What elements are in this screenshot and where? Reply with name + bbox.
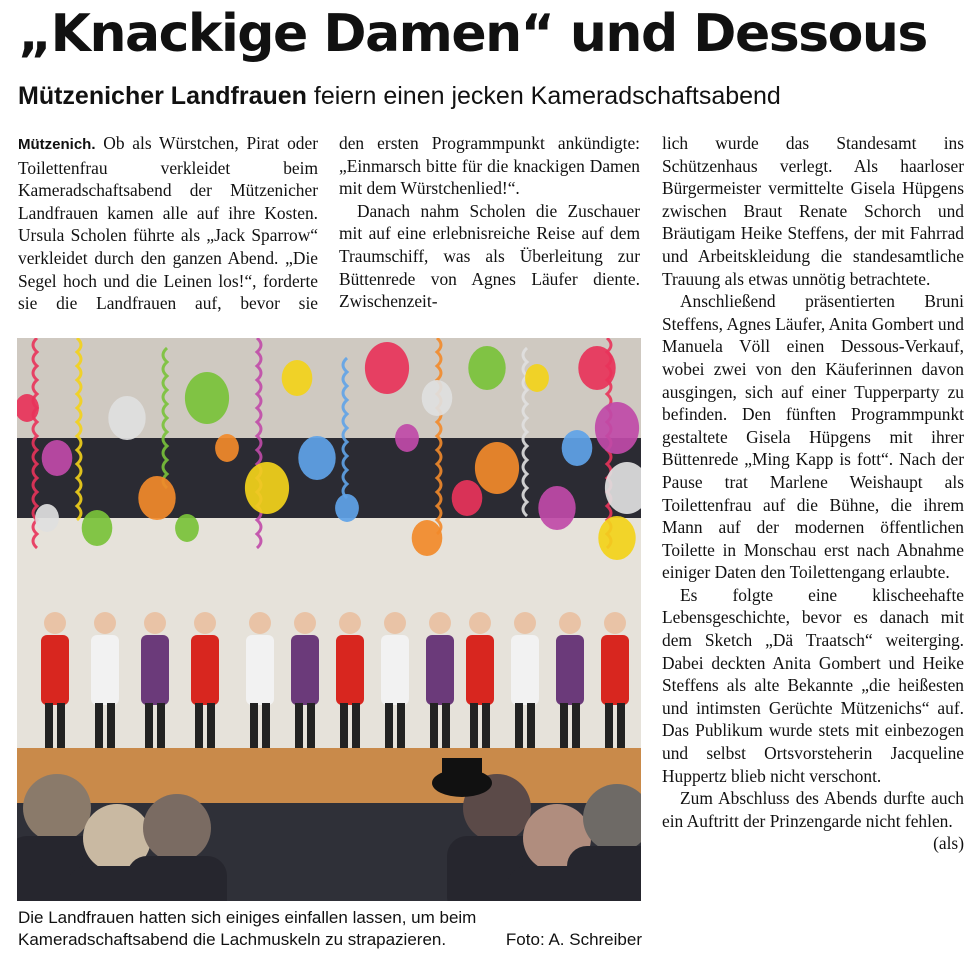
balloon — [245, 462, 289, 514]
article-paragraph — [662, 787, 964, 854]
article-paragraph: Es folgte eine klischeehafte Lebensgeschichte, bevor es danach mit dem Sketch „Dä Traatsch“ weiterging. Dabei deckten Anita Gombert und Heike Steffens als alte Bekannte „die heißesten und intimsten Gerüchte Mützenichs“ auf. Das Publikum wurde stets mit einbezogen und selbst Ortsvorsteherin Jacqueline Huppertz blieb nicht verschont. — [662, 584, 964, 786]
photo-caption — [18, 907, 642, 951]
performer-leg — [262, 703, 270, 748]
balloon — [35, 504, 59, 532]
performer-leg — [157, 703, 165, 748]
balloon — [185, 372, 229, 424]
balloon — [452, 480, 483, 516]
performer-head — [384, 612, 406, 634]
performer-leg — [605, 703, 613, 748]
performer-head — [559, 612, 581, 634]
paragraph-text: Zum Abschluss des Abends durfte auch ein Auftritt der Prinzengarde nicht fehlen. — [662, 788, 964, 831]
performer-head — [294, 612, 316, 634]
performer-head — [469, 612, 491, 634]
audience-body — [567, 846, 641, 901]
author-signature: (als) — [933, 833, 964, 854]
performer-leg — [340, 703, 348, 748]
balloon — [595, 402, 639, 454]
performer-leg — [57, 703, 65, 748]
article-paragraph: den ersten Programmpunkt ankündigte: „Einmarsch bitte für die knackigen Damen mit dem Würstchenlied!“. — [339, 133, 640, 199]
performer-head — [144, 612, 166, 634]
balloon — [365, 342, 409, 394]
headline: „Knackige Damen“ und Dessous — [18, 4, 927, 64]
performer-body — [601, 635, 629, 705]
subheadline — [18, 79, 781, 113]
performer-body — [381, 635, 409, 705]
balloon — [42, 440, 73, 476]
balloon — [282, 360, 313, 396]
performer-leg — [515, 703, 523, 748]
carnival-stage-photo — [17, 338, 641, 901]
performer-leg — [470, 703, 478, 748]
performer-leg — [385, 703, 393, 748]
performer-leg — [250, 703, 258, 748]
audience-body — [127, 856, 227, 901]
subheadline-bold: Mützenicher Landfrauen — [18, 82, 307, 110]
photo-credit: Foto: A. Schreiber — [505, 930, 642, 949]
balloon — [525, 364, 549, 392]
paragraph-text: Ob als Würstchen, Pirat oder Toilettenfrau verkleidet beim Kameradschaftsabend der Mützenicher Landfrauen kamen alle auf ihre Kosten. Ursula Scholen führte als „Jack Sparrow“ verkleidet durch den ganzen Abend. „Die Segel hoch und die Leinen los!“, forderte sie die Landfrauen auf, bevor sie — [18, 133, 318, 314]
caption-text: Die Landfrauen hatten sich einiges einfallen lassen, um beim Kameradschaftsabend die Lachmuskeln zu strapazieren. — [18, 908, 477, 949]
balloon — [108, 396, 145, 440]
balloon — [412, 520, 443, 556]
performer-head — [604, 612, 626, 634]
balloon — [395, 424, 419, 452]
performer-leg — [560, 703, 568, 748]
balloon — [175, 514, 199, 542]
article-paragraph: lich wurde das Standesamt ins Schützenhaus verlegt. Als haarloser Bürgermeister vermittelte Gisela Hüpgens zwischen Braut Renate Schorch und Bräutigam Heike Steffens, der mit Fahrrad und Arbeitskleidung die standesamtliche Trauung als etwas unnötig betrachtete. — [662, 133, 964, 289]
performer-body — [511, 635, 539, 705]
balloon — [215, 434, 239, 462]
performer-head — [94, 612, 116, 634]
balloon — [562, 430, 593, 466]
audience-head — [143, 794, 211, 862]
performer-leg — [617, 703, 625, 748]
performer-leg — [572, 703, 580, 748]
performer-body — [291, 635, 319, 705]
performer-leg — [527, 703, 535, 748]
performer-leg — [95, 703, 103, 748]
balloon — [298, 436, 335, 480]
performer-body — [246, 635, 274, 705]
performer-leg — [482, 703, 490, 748]
performer-body — [91, 635, 119, 705]
performer-leg — [145, 703, 153, 748]
performer-leg — [307, 703, 315, 748]
performer-body — [466, 635, 494, 705]
audience-head — [23, 774, 91, 842]
article-column-3 — [662, 132, 964, 855]
article-column-1 — [18, 132, 318, 315]
performer-head — [339, 612, 361, 634]
dateline: Mützenich. — [18, 136, 96, 153]
performer-leg — [442, 703, 450, 748]
performer-leg — [107, 703, 115, 748]
performer-body — [336, 635, 364, 705]
balloon — [468, 346, 505, 390]
performer-leg — [207, 703, 215, 748]
balloon — [335, 494, 359, 522]
performer-body — [141, 635, 169, 705]
article-photo — [17, 338, 641, 901]
performer-head — [44, 612, 66, 634]
performer-leg — [195, 703, 203, 748]
article-paragraph: Danach nahm Scholen die Zuschauer mit auf eine erlebnisreiche Reise auf dem Traumschiff, was als Überleitung zur Büttenrede von Agnes Läufer diente. Zwischenzeit- — [339, 200, 640, 312]
performer-leg — [397, 703, 405, 748]
balloon — [138, 476, 175, 520]
performer-head — [429, 612, 451, 634]
balloon — [422, 380, 453, 416]
performer-leg — [295, 703, 303, 748]
performer-body — [556, 635, 584, 705]
article-column-2 — [339, 132, 640, 313]
performer-head — [249, 612, 271, 634]
top-hat — [442, 758, 482, 784]
performer-head — [194, 612, 216, 634]
performer-leg — [352, 703, 360, 748]
balloon — [82, 510, 113, 546]
balloon — [475, 442, 519, 494]
performer-body — [41, 635, 69, 705]
balloon — [538, 486, 575, 530]
performer-leg — [45, 703, 53, 748]
performer-body — [191, 635, 219, 705]
performer-head — [514, 612, 536, 634]
performer-leg — [430, 703, 438, 748]
article-paragraph: Anschließend präsentierten Bruni Steffens, Agnes Läufer, Anita Gombert und Manuela Völl einen Dessous-Verkauf, wobei zwei von den Käuferinnen davon ausgingen, sich auf einer Tupperparty zu befinden. Den fünften Programmpunkt gestaltete Gisela Hüpgens mit ihrer Büttenrede „Ming Kapp is fott“. Nach der Pause trat Marlene Weishaupt als Toilettenfrau auf die Bühne, die ihrem Mann auf der modernen öffentlichen Toilette in Monschau erst nach Abnahme einiger Daten den Toilettengang erlaubte. — [662, 291, 964, 583]
article-paragraph — [18, 132, 318, 315]
balloon — [598, 516, 635, 560]
performer-body — [426, 635, 454, 705]
balloon — [578, 346, 615, 390]
subheadline-rest: feiern einen jecken Kameradschaftsabend — [306, 82, 781, 110]
